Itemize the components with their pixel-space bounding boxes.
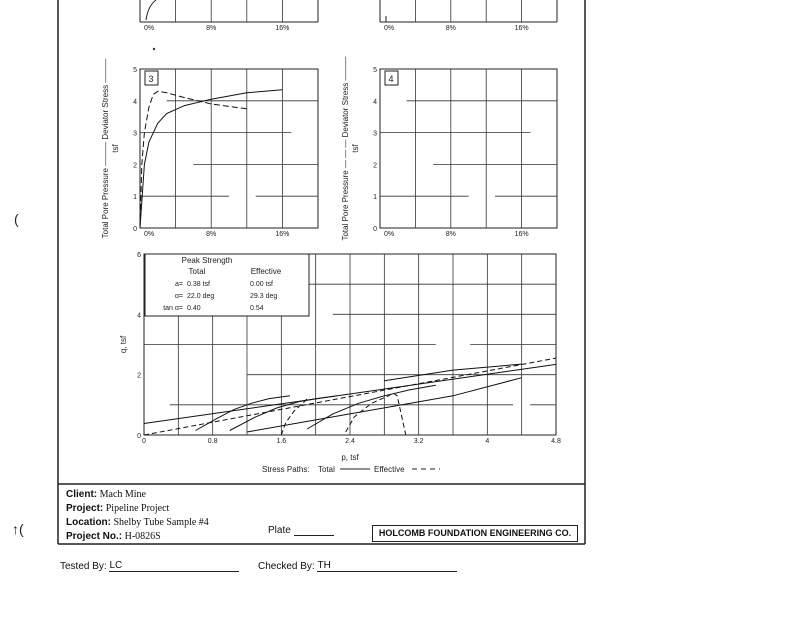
panel-4-y-tick: 5 (373, 67, 377, 74)
pq-y-tick: 4 (137, 312, 141, 320)
row-alpha-effective: 29.3 deg (250, 293, 278, 300)
panel-4-y-tick: 4 (373, 98, 377, 106)
panel-3-y-tick: 5 (133, 67, 137, 74)
panel-2-x-tick: 8% (445, 25, 456, 32)
location-value: Shelby Tube Sample #4 (113, 517, 209, 528)
tested-field (109, 560, 239, 572)
panel-2-x-tick: 0% (383, 25, 395, 32)
pq-x-tick: 4 (485, 438, 490, 445)
panel-3-y-tick: 2 (133, 162, 137, 170)
project-no-label: Project No.: (66, 531, 123, 542)
row-alpha-label: α= (174, 293, 183, 300)
row-a-label: a= (175, 281, 183, 288)
location-line (66, 517, 209, 528)
panel-1-curve-stub (146, 0, 156, 20)
pq-x-tick: 0.8 (207, 438, 218, 445)
project-label: Project: (66, 503, 104, 514)
panel-4-number: 4 (388, 74, 394, 84)
panel-4-y-tick: 2 (373, 162, 377, 170)
tested-by (60, 560, 239, 572)
panel-4-y-tick: 0 (373, 226, 377, 233)
plate-label: Plate (268, 525, 291, 536)
pq-x-tick: 0 (142, 438, 146, 445)
client-value: Mach Mine (99, 489, 146, 500)
checked-field (317, 560, 457, 572)
panel-3-number: 3 (148, 74, 154, 84)
panel-3-y-label: Total Pore Pressure ——— Deviator Stress ———tsf (101, 58, 120, 239)
project-line (66, 503, 169, 514)
panel-3-y-tick: 1 (133, 194, 137, 202)
pq-x-tick: 1.6 (276, 438, 287, 445)
pq-x-tick: 2.4 (345, 438, 355, 445)
col-effective-header: Effective (250, 267, 282, 276)
panel-4-x-tick: 0% (383, 231, 395, 238)
panel-4-y-tick: 1 (373, 194, 377, 202)
project-value: Pipeline Project (105, 503, 170, 514)
panel-3-y-tick: 4 (133, 98, 137, 106)
pq-y-tick: 0 (137, 433, 141, 440)
checked-by (258, 560, 457, 572)
pq-series-3 (196, 396, 290, 431)
panel-3-x-tick: 8% (206, 231, 217, 238)
pq-x-label: p, tsf (341, 453, 359, 462)
project-no-line (66, 531, 161, 542)
scan-mark: ↑( (12, 521, 24, 537)
company-name: HOLCOMB FOUNDATION ENGINEERING CO. (372, 525, 578, 542)
panel-1-x-tick: 8% (206, 25, 217, 32)
pq-series-7 (346, 393, 406, 435)
pq-x-tick: 4.8 (551, 438, 561, 445)
panel-2-x-tick: 16% (514, 25, 529, 32)
row-tan-total: 0.40 (187, 305, 201, 312)
scan-mark: ( (14, 211, 19, 227)
scan-speck (153, 48, 155, 50)
panel-3-y-tick: 3 (133, 130, 137, 138)
client-line (66, 489, 146, 500)
row-a-effective: 0.00 tsf (250, 281, 273, 288)
pq-y-tick: 2 (137, 372, 141, 380)
panel-4-y-tick: 3 (373, 130, 377, 138)
pq-series-5 (307, 385, 436, 429)
pq-x-tick: 3.2 (413, 438, 424, 445)
tested-label: Tested By: (60, 561, 107, 572)
panel-4-x-tick: 8% (445, 231, 456, 238)
tested-value: LC (109, 560, 123, 571)
peak-strength-table (145, 254, 309, 316)
panel-3-x-tick: 16% (275, 231, 290, 238)
pq-y-label: q, tsf (119, 335, 128, 354)
location-label: Location: (66, 517, 111, 528)
panel-4-frame (380, 69, 557, 228)
peak-strength-title: Peak Strength (181, 256, 233, 265)
plate-blank (294, 535, 334, 536)
checked-value: TH (317, 560, 331, 571)
panel-3-series-2 (140, 91, 247, 228)
panel-4-x-tick: 16% (514, 231, 529, 238)
row-a-total: 0.38 tsf (187, 281, 210, 288)
pq-y-tick: 6 (137, 252, 141, 259)
col-total-header: Total (188, 267, 206, 276)
legend-label: Stress Paths: (262, 465, 310, 474)
panel-1-x-tick: 16% (275, 25, 290, 32)
legend-total: Total (318, 465, 335, 474)
checked-label: Checked By: (258, 561, 315, 572)
pq-series-6 (281, 399, 307, 435)
panel-1-x-tick: 0% (143, 25, 155, 32)
row-tan-effective: 0.54 (250, 305, 264, 312)
row-alpha-total: 22.0 deg (187, 293, 215, 300)
plate-field (268, 525, 334, 536)
project-no-value: H-0826S (124, 531, 161, 542)
row-tan-label: tan α= (163, 305, 183, 312)
client-label: Client: (66, 489, 98, 500)
legend-effective: Effective (374, 465, 405, 474)
panel-4-y-label: Total Pore Pressure — — — Deviator Stress ———tsf (341, 56, 360, 241)
panel-3-y-tick: 0 (133, 226, 137, 233)
panel-3-x-tick: 0% (143, 231, 155, 238)
stress-path-legend (262, 465, 440, 474)
